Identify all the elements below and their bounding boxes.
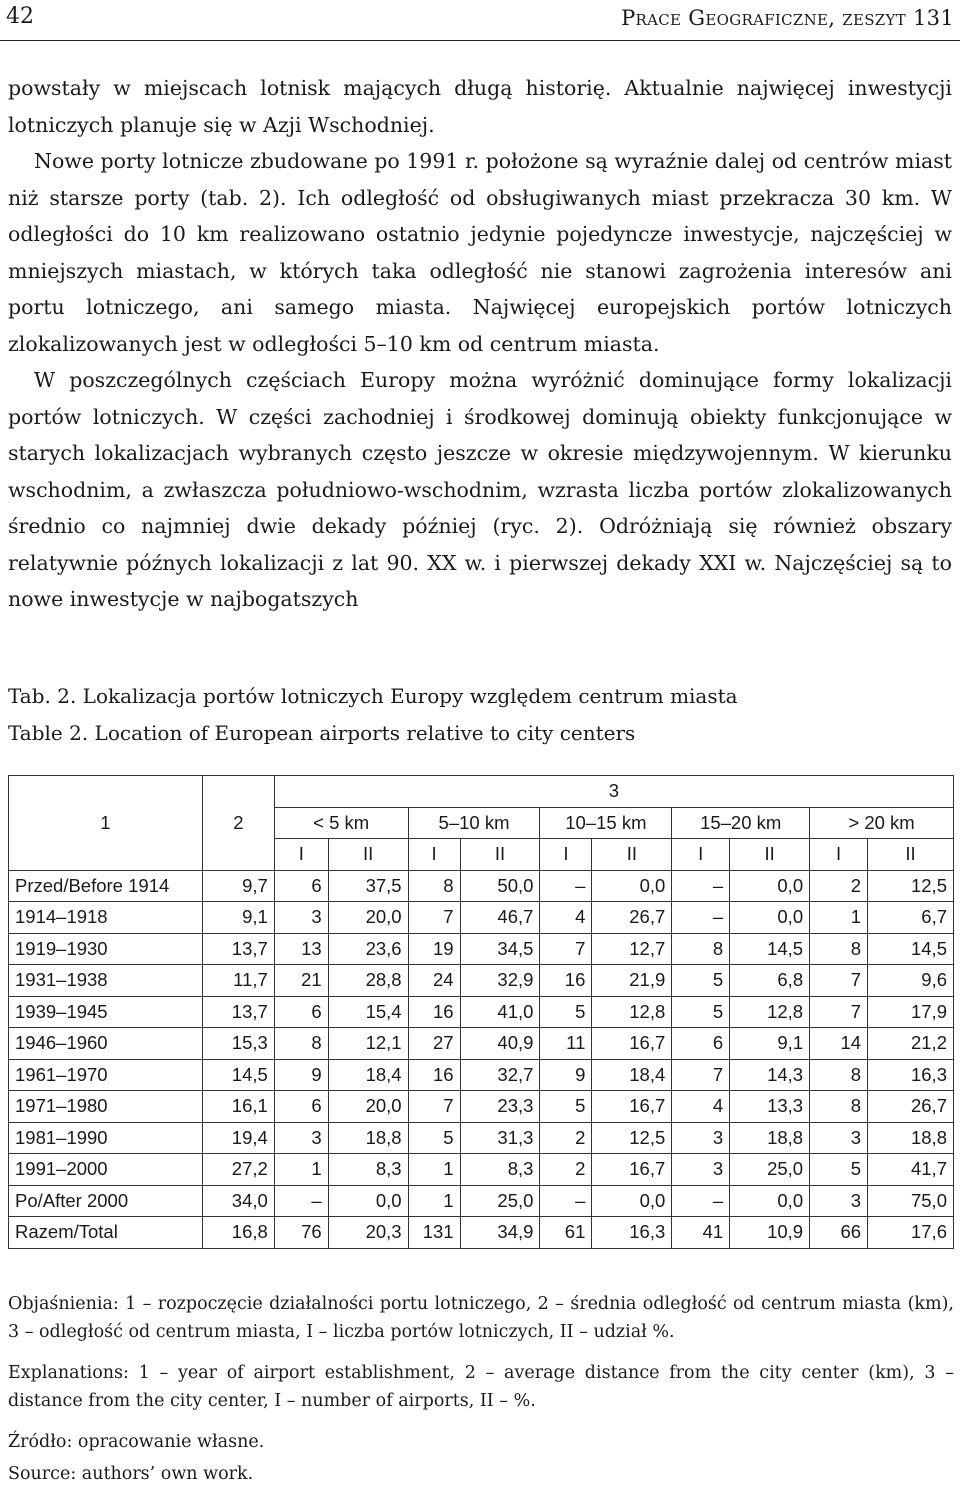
distance-band-header: 15–20 km	[672, 807, 810, 839]
table-cell: –	[672, 870, 730, 902]
row-label: 1971–1980	[9, 1091, 203, 1123]
table-cell: 3	[672, 1154, 730, 1186]
table-row	[9, 996, 954, 1028]
table-cell: 26,7	[868, 1091, 954, 1123]
table-cell: 32,9	[460, 965, 540, 997]
table-cell: 50,0	[460, 870, 540, 902]
table-cell: 18,8	[730, 1122, 810, 1154]
table-cell: 3	[672, 1122, 730, 1154]
table-caption	[8, 678, 738, 752]
table-cell: 11,7	[202, 965, 274, 997]
page-number: 42	[6, 4, 34, 29]
subheader-i: I	[408, 839, 460, 871]
table-cell: 14,5	[730, 933, 810, 965]
row-label: 1981–1990	[9, 1122, 203, 1154]
table-cell: 0,0	[730, 870, 810, 902]
table-cell: 1	[274, 1154, 328, 1186]
table-cell: 12,8	[592, 996, 672, 1028]
table-cell: 16	[540, 965, 592, 997]
row-label: 1939–1945	[9, 996, 203, 1028]
table-cell: 3	[810, 1185, 868, 1217]
table-cell: 34,9	[460, 1217, 540, 1249]
table-cell: 20,0	[328, 1091, 408, 1123]
table-cell: 8	[810, 1091, 868, 1123]
distance-band-header: 10–15 km	[540, 807, 672, 839]
table-cell: 34,5	[460, 933, 540, 965]
table-cell: 0,0	[592, 1185, 672, 1217]
table-cell: 0,0	[592, 870, 672, 902]
subheader-ii: II	[328, 839, 408, 871]
table-cell: 16,1	[202, 1091, 274, 1123]
table-cell: 131	[408, 1217, 460, 1249]
table-cell: 19,4	[202, 1122, 274, 1154]
row-label: Razem/Total	[9, 1217, 203, 1249]
paragraph: W poszczególnych częściach Europy można wyróżnić dominujące formy lokalizacji portów lotniczych. W części zachodniej i środkowej dominują obiekty funkcjonujące w starych lokalizacjach wybranych często jeszcze w okresie międzywojennym. W kierunku wschodnim, a zwłaszcza południowo-wschodnim, wzrasta liczba portów zlokalizowanych średnio co najmniej dwie dekady później (ryc. 2). Odróżniają się również obszary relatywnie późnych lokalizacji z lat 90. XX w. i pierwszej dekady XXI w. Najczęściej są to nowe inwestycje w najbogatszych	[8, 368, 952, 611]
table-cell: 27,2	[202, 1154, 274, 1186]
row-label: Przed/Before 1914	[9, 870, 203, 902]
table-cell: –	[274, 1185, 328, 1217]
column-header: 1	[9, 776, 203, 871]
table-cell: 14,5	[868, 933, 954, 965]
table-cell: 1	[408, 1154, 460, 1186]
table-cell: 46,7	[460, 902, 540, 934]
table-cell: 13,7	[202, 933, 274, 965]
table-cell: 6,8	[730, 965, 810, 997]
paragraph: powstały w miejscach lotnisk mających długą historię. Aktualnie najwięcej inwestycji lotniczych planuje się w Azji Wschodniej.	[8, 76, 952, 137]
table-row	[9, 1122, 954, 1154]
row-label: Po/After 2000	[9, 1185, 203, 1217]
table-cell: 9,1	[730, 1028, 810, 1060]
table-cell: –	[540, 1185, 592, 1217]
table-cell: 14,3	[730, 1059, 810, 1091]
table-cell: 16	[408, 1059, 460, 1091]
table-cell: 0,0	[328, 1185, 408, 1217]
table-row	[9, 870, 954, 902]
table-cell: 7	[810, 965, 868, 997]
table-cell: 17,9	[868, 996, 954, 1028]
table-cell: 5	[540, 1091, 592, 1123]
table-cell: 41,0	[460, 996, 540, 1028]
column-header: 2	[202, 776, 274, 871]
table-cell: 34,0	[202, 1185, 274, 1217]
table-cell: 14	[810, 1028, 868, 1060]
table-cell: 9,6	[868, 965, 954, 997]
table-cell: 13	[274, 933, 328, 965]
table-cell: 7	[408, 1091, 460, 1123]
table-cell: 3	[274, 1122, 328, 1154]
table-row	[9, 1091, 954, 1123]
table-cell: 17,6	[868, 1217, 954, 1249]
body-text	[8, 70, 952, 618]
distance-band-header: < 5 km	[274, 807, 408, 839]
subheader-ii: II	[460, 839, 540, 871]
table-cell: 27	[408, 1028, 460, 1060]
table-cell: 5	[540, 996, 592, 1028]
table-cell: 9,7	[202, 870, 274, 902]
row-label: 1931–1938	[9, 965, 203, 997]
table-cell: 16,7	[592, 1091, 672, 1123]
table-cell: 8	[810, 933, 868, 965]
table-cell: 9	[540, 1059, 592, 1091]
table-row	[9, 902, 954, 934]
table-cell: 16,8	[202, 1217, 274, 1249]
table-cell: 12,1	[328, 1028, 408, 1060]
table-row	[9, 1028, 954, 1060]
data-table	[8, 775, 954, 1249]
table-cell: 9,1	[202, 902, 274, 934]
table-cell: –	[672, 1185, 730, 1217]
table-cell: 5	[672, 965, 730, 997]
table-cell: 2	[540, 1154, 592, 1186]
page-header	[0, 0, 960, 41]
table-cell: 23,6	[328, 933, 408, 965]
table-header-row	[9, 776, 954, 808]
table-cell: 40,9	[460, 1028, 540, 1060]
table-cell: 41	[672, 1217, 730, 1249]
table-cell: 11	[540, 1028, 592, 1060]
table-cell: 12,8	[730, 996, 810, 1028]
row-label: 1914–1918	[9, 902, 203, 934]
table-cell: 76	[274, 1217, 328, 1249]
explanation-pl: Objaśnienia: 1 – rozpoczęcie działalności portu lotniczego, 2 – średnia odległość od centrum miasta (km), 3 – odległość od centrum miasta, I – liczba portów lotniczych, II – udział %.	[8, 1294, 954, 1342]
table-body	[9, 870, 954, 1248]
explanation-en: Explanations: 1 – year of airport establishment, 2 – average distance from the city center (km), 3 – distance from the city center, I – number of airports, II – %.	[8, 1363, 954, 1411]
subheader-ii: II	[868, 839, 954, 871]
table-cell: 7	[672, 1059, 730, 1091]
table-cell: 21	[274, 965, 328, 997]
table-cell: 31,3	[460, 1122, 540, 1154]
distance-band-header: 5–10 km	[408, 807, 540, 839]
table-cell: 16,3	[592, 1217, 672, 1249]
table-cell: 15,3	[202, 1028, 274, 1060]
table-cell: 37,5	[328, 870, 408, 902]
table-cell: 16	[408, 996, 460, 1028]
table-row	[9, 1059, 954, 1091]
table-cell: 20,0	[328, 902, 408, 934]
row-label: 1991–2000	[9, 1154, 203, 1186]
table-cell: 18,8	[328, 1122, 408, 1154]
table-cell: 12,7	[592, 933, 672, 965]
table-row	[9, 1185, 954, 1217]
table-cell: 2	[810, 870, 868, 902]
table-cell: 13,7	[202, 996, 274, 1028]
table-cell: 12,5	[868, 870, 954, 902]
subheader-i: I	[810, 839, 868, 871]
table-cell: 8	[672, 933, 730, 965]
table-cell: 5	[810, 1154, 868, 1186]
table-cell: 14,5	[202, 1059, 274, 1091]
table-cell: 32,7	[460, 1059, 540, 1091]
table-cell: 6	[274, 870, 328, 902]
table-notes	[8, 1290, 954, 1492]
running-head: Prace Geograficzne, zeszyt 131	[621, 6, 954, 30]
table-cell: 24	[408, 965, 460, 997]
table-cell: 66	[810, 1217, 868, 1249]
table-cell: 26,7	[592, 902, 672, 934]
table-row	[9, 1217, 954, 1249]
column-group-header: 3	[274, 776, 953, 808]
table-cell: 25,0	[460, 1185, 540, 1217]
table-cell: 28,8	[328, 965, 408, 997]
table-cell: 3	[274, 902, 328, 934]
table-cell: 10,9	[730, 1217, 810, 1249]
table-cell: 0,0	[730, 1185, 810, 1217]
table-cell: 13,3	[730, 1091, 810, 1123]
table-row	[9, 965, 954, 997]
table-cell: 23,3	[460, 1091, 540, 1123]
table-cell: 18,4	[592, 1059, 672, 1091]
table-cell: 0,0	[730, 902, 810, 934]
table-cell: 6	[274, 1091, 328, 1123]
row-label: 1946–1960	[9, 1028, 203, 1060]
table-cell: 20,3	[328, 1217, 408, 1249]
table-cell: 5	[672, 996, 730, 1028]
table-cell: 21,2	[868, 1028, 954, 1060]
table-cell: 8	[810, 1059, 868, 1091]
subheader-ii: II	[592, 839, 672, 871]
table-caption-en: Table 2. Location of European airports relative to city centers	[8, 721, 636, 745]
table-cell: 6	[274, 996, 328, 1028]
paragraph: Nowe porty lotnicze zbudowane po 1991 r. położone są wyraźnie dalej od centrów miast niż starsze porty (tab. 2). Ich odległość od obsługiwanych miast przekracza 30 km. W odległości do 10 km realizowano ostatnio jedynie pojedyncze inwestycje, najczęściej w mniejszych miastach, w których taka odległość nie stanowi zagrożenia interesów ani portu lotniczego, ani samego miasta. Najwięcej europejskich portów lotniczych zlokalizowanych jest w odległości 5–10 km od centrum miasta.	[8, 149, 952, 356]
table-cell: 6	[672, 1028, 730, 1060]
table-cell: 25,0	[730, 1154, 810, 1186]
table-cell: 7	[810, 996, 868, 1028]
table-cell: 8,3	[328, 1154, 408, 1186]
table-cell: 4	[672, 1091, 730, 1123]
table-cell: 15,4	[328, 996, 408, 1028]
row-label: 1961–1970	[9, 1059, 203, 1091]
table-cell: –	[540, 870, 592, 902]
table-cell: 16,7	[592, 1154, 672, 1186]
table-cell: 41,7	[868, 1154, 954, 1186]
table-cell: 6,7	[868, 902, 954, 934]
table-row	[9, 1154, 954, 1186]
table-cell: 1	[408, 1185, 460, 1217]
table-cell: 61	[540, 1217, 592, 1249]
table-cell: 12,5	[592, 1122, 672, 1154]
table-cell: 18,4	[328, 1059, 408, 1091]
table-cell: 8	[408, 870, 460, 902]
subheader-ii: II	[730, 839, 810, 871]
table-cell: 8,3	[460, 1154, 540, 1186]
source-en: Source: authors’ own work.	[8, 1464, 254, 1484]
table-cell: 3	[810, 1122, 868, 1154]
table-caption-pl: Tab. 2. Lokalizacja portów lotniczych Europy względem centrum miasta	[8, 684, 738, 708]
row-label: 1919–1930	[9, 933, 203, 965]
table-cell: 16,3	[868, 1059, 954, 1091]
table-cell: 9	[274, 1059, 328, 1091]
table-cell: 16,7	[592, 1028, 672, 1060]
table-cell: 21,9	[592, 965, 672, 997]
table-cell: –	[672, 902, 730, 934]
subheader-i: I	[540, 839, 592, 871]
table-cell: 7	[540, 933, 592, 965]
table-cell: 2	[540, 1122, 592, 1154]
table-cell: 7	[408, 902, 460, 934]
subheader-i: I	[672, 839, 730, 871]
table-cell: 75,0	[868, 1185, 954, 1217]
distance-band-header: > 20 km	[810, 807, 954, 839]
table-cell: 19	[408, 933, 460, 965]
table-cell: 18,8	[868, 1122, 954, 1154]
source-pl: Źródło: opracowanie własne.	[8, 1432, 265, 1452]
table-cell: 1	[810, 902, 868, 934]
table-cell: 4	[540, 902, 592, 934]
table-cell: 5	[408, 1122, 460, 1154]
table-row	[9, 933, 954, 965]
subheader-i: I	[274, 839, 328, 871]
table-cell: 8	[274, 1028, 328, 1060]
